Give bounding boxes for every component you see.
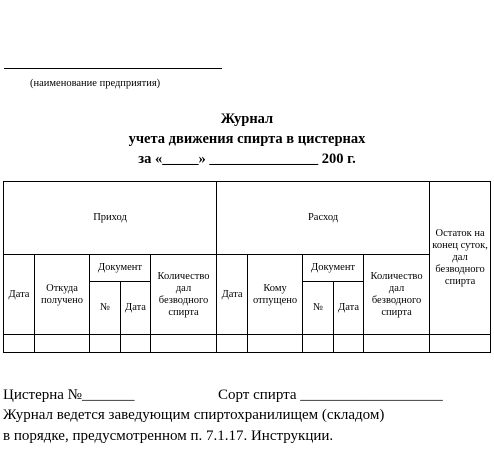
header-rashod-dokument: Документ — [303, 255, 364, 282]
header-prihod-doc-data: Дата — [121, 282, 151, 335]
organization-name-line — [4, 68, 222, 69]
table-cell[interactable] — [334, 335, 364, 353]
spirit-grade-field: Сорт спирта ___________________ — [218, 387, 443, 403]
header-otkuda: Откуда получено — [35, 255, 90, 335]
journal-table — [3, 181, 491, 353]
header-prihod: Приход — [4, 182, 217, 255]
table-row — [4, 335, 491, 353]
table-cell[interactable] — [151, 335, 217, 353]
journal-note-line-1: Журнал ведется заведующим спиртохранилищем (складом) — [3, 407, 385, 423]
table-cell[interactable] — [4, 335, 35, 353]
header-komu: Кому отпущено — [248, 255, 303, 335]
table-cell[interactable] — [303, 335, 334, 353]
journal-note-line-2: в порядке, предусмотренном п. 7.1.17. Инструкции. — [3, 428, 334, 444]
header-rashod-kolichestvo: Количество дал безводного спирта — [364, 255, 430, 335]
header-prihod-kolichestvo: Количество дал безводного спирта — [151, 255, 217, 335]
table-cell[interactable] — [364, 335, 430, 353]
header-rashod: Расход — [217, 182, 430, 255]
header-rashod-nomer: № — [303, 282, 334, 335]
journal-title: Журнал — [220, 111, 274, 127]
header-rashod-doc-data: Дата — [334, 282, 364, 335]
table-cell[interactable] — [35, 335, 90, 353]
table-cell[interactable] — [430, 335, 491, 353]
table-cell[interactable] — [121, 335, 151, 353]
header-prihod-data: Дата — [4, 255, 35, 335]
header-rashod-data: Дата — [217, 255, 248, 335]
table-cell[interactable] — [217, 335, 248, 353]
header-prihod-nomer: № — [90, 282, 121, 335]
header-ostatok: Остаток на конец суток, дал безводного спирта — [430, 182, 491, 335]
journal-subtitle: учета движения спирта в цистернах — [128, 131, 366, 147]
table-cell[interactable] — [248, 335, 303, 353]
tank-number-field: Цистерна №_______ — [3, 387, 135, 403]
organization-caption: (наименование предприятия) — [30, 78, 161, 89]
table-cell[interactable] — [90, 335, 121, 353]
header-prihod-dokument: Документ — [90, 255, 151, 282]
journal-period: за «_____» _______________ 200 г. — [138, 151, 356, 167]
